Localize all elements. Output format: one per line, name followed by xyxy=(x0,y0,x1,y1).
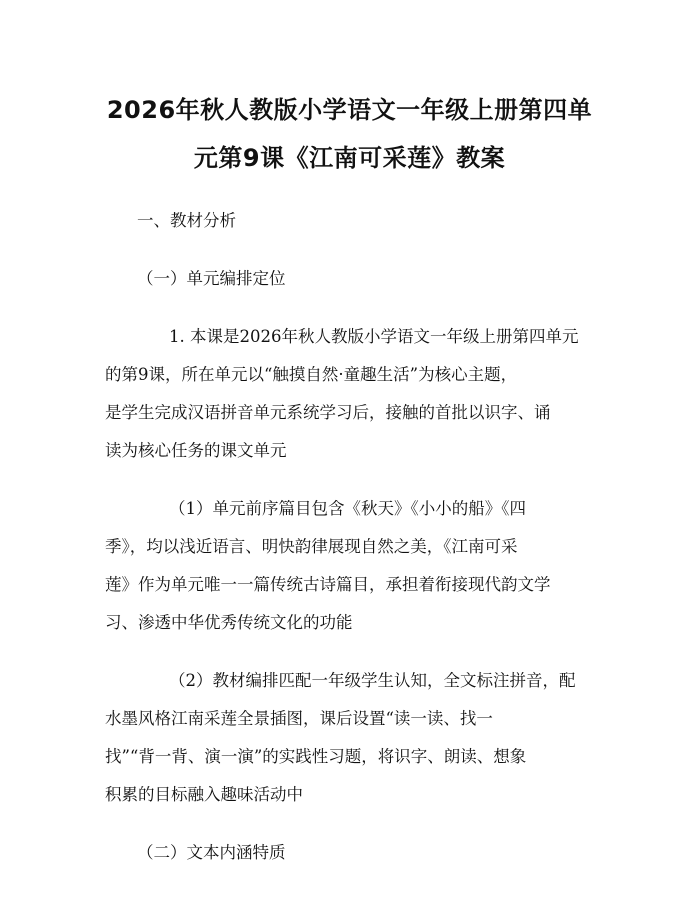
paragraph-line: 是学生完成汉语拼音单元系统学习后，接触的首批以识字、诵 xyxy=(105,403,551,422)
title-line-1: 2026年秋人教版小学语文一年级上册第四单 xyxy=(106,96,593,124)
paragraph-line: 找”“背一背、演一演”的实践性习题，将识字、朗读、想象 xyxy=(105,747,527,766)
paragraph-textbook-design xyxy=(105,662,594,814)
paragraph-line: 积累的目标融入趣味活动中 xyxy=(105,785,303,804)
paragraph-unit-texts xyxy=(105,490,594,642)
section-heading-textbook-analysis: 一、教材分析 xyxy=(137,211,236,230)
paragraph-line: （1）单元前序篇目包含《秋天》《小小的船》《四 xyxy=(169,499,526,518)
paragraph-line: 水墨风格江南采莲全景插图，课后设置“读一读、找一 xyxy=(105,709,493,728)
document-body xyxy=(105,202,594,892)
paragraph-line: 习、渗透中华优秀传统文化的功能 xyxy=(105,613,353,632)
paragraph-line: 1. 本课是2026年秋人教版小学语文一年级上册第四单元 xyxy=(169,327,579,346)
paragraph-line: 季》，均以浅近语言、明快韵律展现自然之美，《江南可采 xyxy=(105,537,518,556)
subsection-heading-text-connotation: （二）文本内涵特质 xyxy=(137,843,286,862)
paragraph-line: （2）教材编排匹配一年级学生认知，全文标注拼音，配 xyxy=(169,671,576,690)
paragraph-line: 莲》作为单元唯一一篇传统古诗篇目，承担着衔接现代韵文学 xyxy=(105,575,551,594)
paragraph-lesson-position xyxy=(105,318,594,470)
subsection-heading-unit-arrangement: （一）单元编排定位 xyxy=(137,269,286,288)
paragraph-line: 的第9课，所在单元以“触摸自然·童趣生活”为核心主题， xyxy=(105,365,518,384)
document-title xyxy=(105,86,594,182)
title-line-2: 元第9课《江南可采莲》教案 xyxy=(193,144,506,172)
paragraph-line: 读为核心任务的课文单元 xyxy=(105,441,287,460)
